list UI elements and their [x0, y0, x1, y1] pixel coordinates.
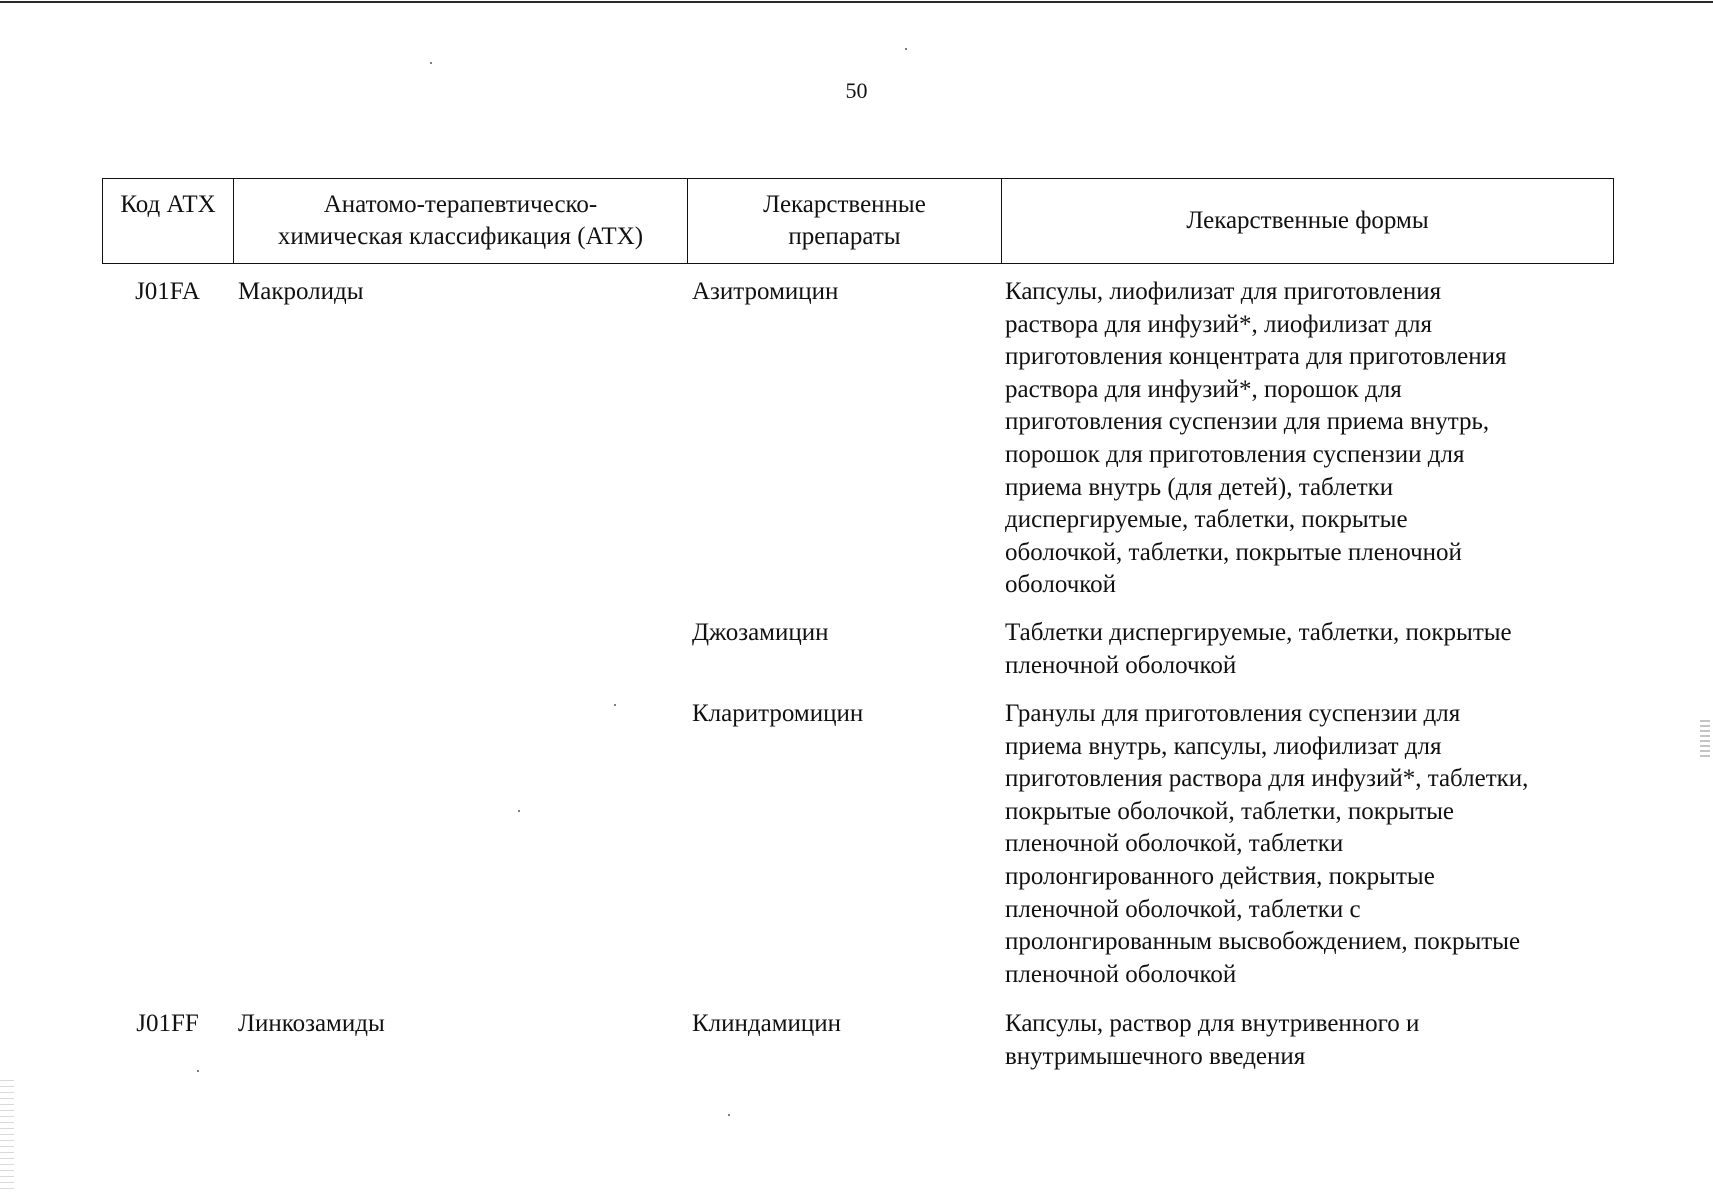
row-classification: Линкозамиды — [238, 1010, 385, 1037]
scan-speck — [430, 62, 432, 64]
row-forms: Гранулы для приготовления суспензии для приема внутрь, капсулы, лиофилизат для приготовления раствора для инфузий*, таблетки, покрытые оболочкой, таблетки, покрытые пленочной оболочкой, таблетки пролонгированного действия, покрытые пленочной оболочкой, таблетки с пролонгированным высвобождением, покрытые пленочной оболочкой — [1005, 700, 1529, 988]
top-rule — [0, 1, 1713, 3]
header-classification-label: Анатомо-терапевтическо- химическая классификация (АТХ) — [277, 191, 644, 250]
row-forms: Капсулы, раствор для внутривенного и внутримышечного введения — [1005, 1010, 1420, 1070]
header-forms — [1002, 179, 1613, 263]
table-header — [102, 178, 1614, 264]
row-forms: Капсулы, лиофилизат для приготовления раствора для инфузий*, лиофилизат для приготовления концентрата для приготовления раствора для инфузий*, порошок для приготовления суспензии для приема внутрь, порошок для приготовления суспензии для приема внутрь (для детей), таблетки диспергируемые, таблетки, покрытые оболочкой, таблетки, покрытые пленочной оболочкой — [1005, 278, 1507, 599]
scan-edge-noise — [1700, 720, 1710, 760]
scan-speck — [518, 810, 520, 812]
row-drug: Кларитромицин — [692, 700, 864, 727]
row-classification: Макролиды — [238, 278, 364, 305]
scan-speck — [905, 48, 907, 50]
header-code — [103, 179, 234, 263]
row-drug: Азитромицин — [692, 278, 839, 305]
scan-speck — [728, 1114, 730, 1116]
row-drug: Джозамицин — [692, 619, 829, 646]
row-code: J01FA — [135, 278, 200, 305]
header-drugs — [688, 179, 1002, 263]
page-number: 50 — [845, 78, 868, 103]
row-code: J01FF — [136, 1010, 199, 1037]
row-drug: Клиндамицин — [692, 1010, 842, 1037]
scan-speck — [614, 704, 616, 706]
header-forms-label: Лекарственные формы — [1186, 207, 1429, 234]
header-classification — [234, 179, 688, 263]
row-forms: Таблетки диспергируемые, таблетки, покрытые пленочной оболочкой — [1005, 619, 1512, 679]
header-code-label: Код АТХ — [120, 191, 216, 218]
scan-edge-noise — [0, 1080, 14, 1190]
header-drugs-label: Лекарственные препараты — [763, 191, 926, 250]
scan-speck — [197, 1070, 199, 1072]
